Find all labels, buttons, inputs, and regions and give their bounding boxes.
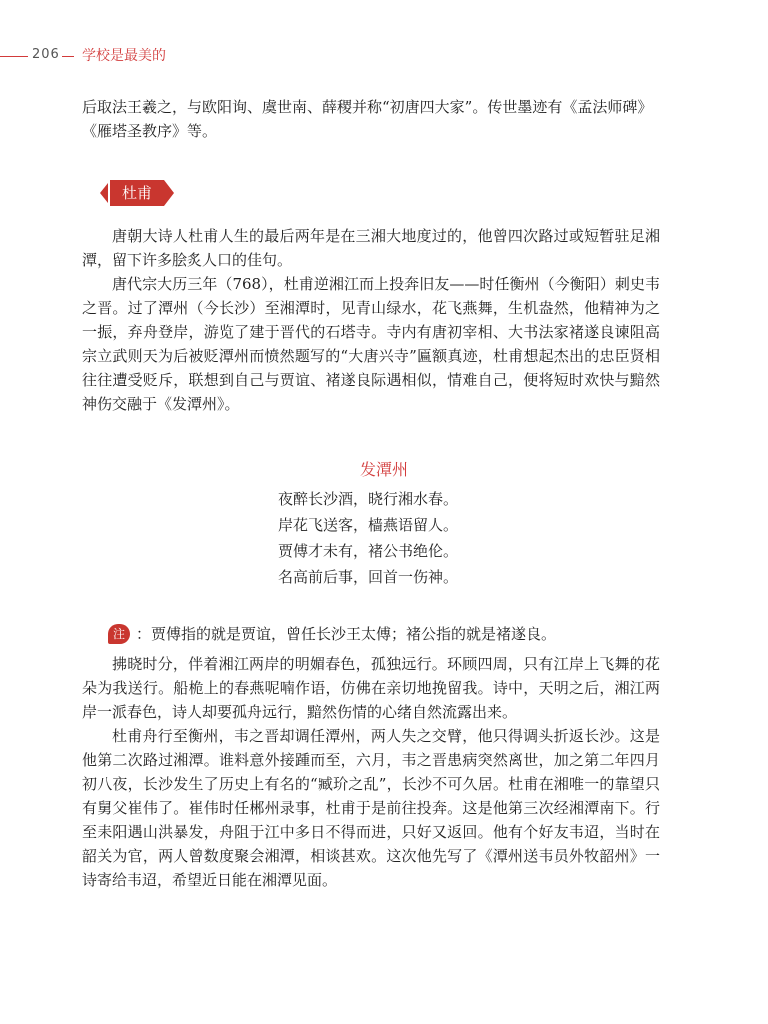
note-text: ：贾傅指的就是贾谊，曾任长沙王太傅；褚公指的就是褚遂良。 <box>136 625 557 643</box>
poem-line: 贾傅才未有，褚公书绝伦。 <box>278 542 459 560</box>
heading-chevron-right-icon <box>164 180 174 206</box>
section-body <box>82 224 660 416</box>
paragraph: 杜甫舟行至衡州，韦之晋却调任潭州，两人失之交臂，他只得调头折返长沙。这是他第二次路过湘潭。谁料意外接踵而至，六月，韦之晋患病突然离世，加之第二年四月初八夜，长沙发生了历史上有名的“臧玠之乱”，长沙不可久居。杜甫在湘唯一的靠望只有舅父崔伟了。崔伟时任郴州录事，杜甫于是前往投奔。这是他第三次经湘潭南下。行至耒阳遇山洪暴发，舟阻于江中多日不得而进，只好又返回。他有个好友韦迢，当时在韶关为官，两人曾数度聚会湘潭，相谈甚欢。这次他先写了《潭州送韦员外牧韶州》一诗寄给韦迢，希望近日能在湘潭见面。 <box>82 727 660 889</box>
section-heading <box>100 178 174 208</box>
section-heading-label: 杜甫 <box>110 180 164 206</box>
paragraph: 唐代宗大历三年（768），杜甫逆湘江而上投奔旧友——时任衡州（今衡阳）刺史韦之晋。过了潭州（今长沙）至湘潭时，见青山绿水，花飞燕舞，生机盎然，他精神为之一振，弃舟登岸，游览了建于晋代的石塔寺。寺内有唐初宰相、大书法家褚遂良谏阻高宗立武则天为后被贬潭州而愤然题写的“大唐兴寺”匾额真迹，杜甫想起杰出的忠臣贤相往往遭受贬斥，联想到自己与贾谊、褚遂良际遇相似，情难自己，便将短时欢快与黯然神伤交融于《发潭州》。 <box>82 275 660 413</box>
note-badge-icon: 注 <box>108 624 130 644</box>
intro-line-2: 《雁塔圣教序》等。 <box>82 122 218 140</box>
intro-line-1: 后取法王羲之，与欧阳询、虞世南、薛稷并称“初唐四大家”。传世墨迹有《孟法师碑》 <box>82 98 653 116</box>
page-number: 206 <box>32 47 60 62</box>
header-rule-mid <box>62 56 74 57</box>
commentary-body <box>82 652 660 892</box>
book-title: 学校是最美的 <box>82 48 166 64</box>
poem-line: 名高前后事，回首一伤神。 <box>278 568 459 586</box>
poem-body <box>278 486 458 590</box>
heading-chevron-left-icon <box>100 183 108 203</box>
poem-line: 夜醉长沙酒，晓行湘水春。 <box>278 490 459 508</box>
poem-title: 发潭州 <box>359 460 408 479</box>
header-rule-left <box>0 56 28 57</box>
paragraph: 唐朝大诗人杜甫人生的最后两年是在三湘大地度过的，他曾四次路过或短暂驻足湘潭，留下许多脍炙人口的佳句。 <box>82 227 660 269</box>
running-header <box>0 44 768 68</box>
poem-line: 岸花飞送客，樯燕语留人。 <box>278 516 459 534</box>
paragraph: 拂晓时分，伴着湘江两岸的明媚春色，孤独远行。环顾四周，只有江岸上飞舞的花朵为我送行。船桅上的春燕呢喃作语，仿佛在亲切地挽留我。诗中，天明之后，湘江两岸一派春色，诗人却要孤舟远行，黯然伤情的心绪自然流露出来。 <box>82 655 660 721</box>
intro-text <box>82 95 660 143</box>
annotation-note <box>108 622 556 646</box>
